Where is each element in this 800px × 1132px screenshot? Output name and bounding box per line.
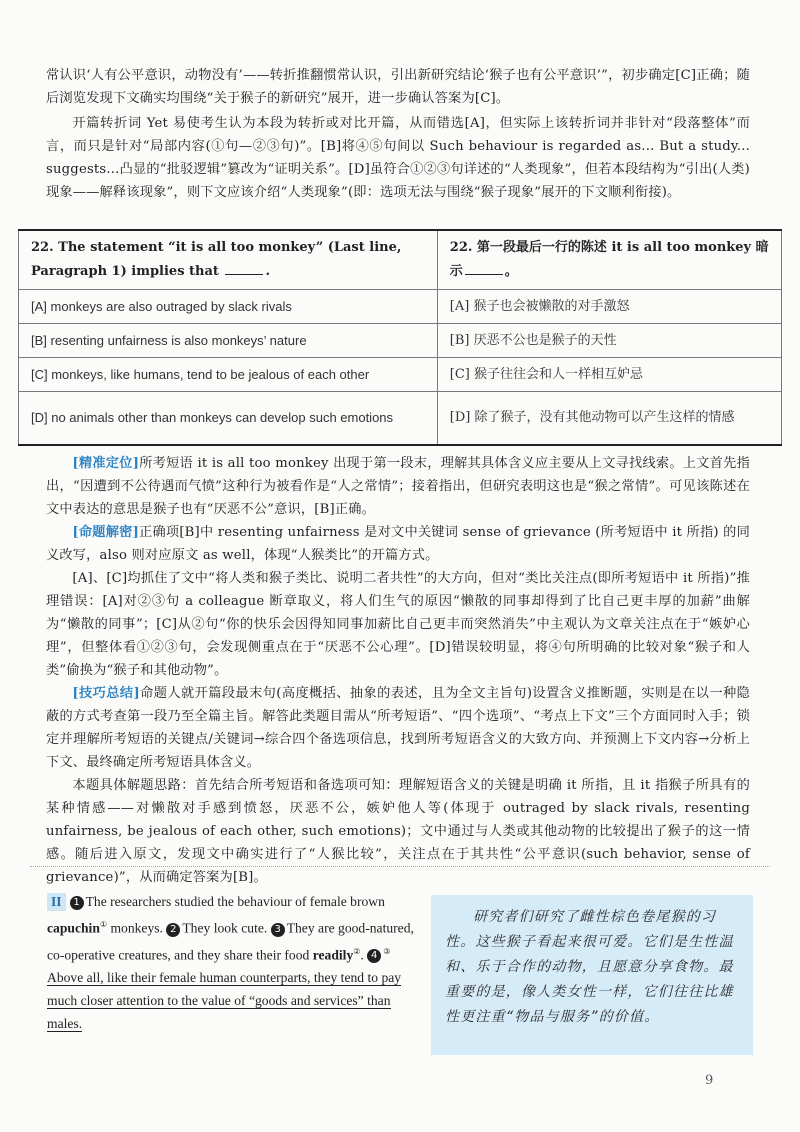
tag-decode: [命题解密]: [72, 525, 140, 540]
answer-blank: [225, 262, 263, 275]
answer-blank-zh: [465, 262, 503, 275]
sentence-number-3: 3: [271, 923, 285, 937]
intro-paragraph-2: 开篇转折词 Yet 易使考生认为本段为转折或对比开篇，从而错选[A]，但实际上该转折词并非针对“段落整体”而言，而只是针对“局部内容(①句—②③句)”。[B]将④⑤句间以 Such behaviour is regarded as... But a study... suggests...凸显的“批驳逻辑”篡改为“证明关系”。[D]虽符合①②③句详述的“人类现象”，但若本段结构为“引出(人类)现象——解释该现象”，则下文应该介绍“人类现象”(即：选项无法与围绕“猴子现象”展开的下文顺利衔接)。: [46, 116, 750, 200]
question-stem-zh: 22. 第一段最后一行的陈述 it is all too monkey 暗示 。: [437, 230, 781, 290]
vocab-readily: readily: [312, 947, 354, 963]
tag-locate: [精准定位]: [72, 456, 140, 471]
page-number: 9: [705, 1073, 714, 1088]
vocab-capuchin: capuchin: [47, 920, 100, 936]
section-divider: [30, 866, 770, 867]
option-row-d: [19, 392, 782, 446]
option-a-zh: [A] 猴子也会被懒散的对手激怒: [437, 290, 781, 324]
underlined-sentence-4: Above all, like their female human counterparts, they tend to pay much closer attention to the value of “goods and services” than males.: [47, 970, 402, 1032]
option-c-en: [C] monkeys, like humans, tend to be jealous of each other: [19, 358, 438, 392]
option-b-zh: [B] 厌恶不公也是猴子的天性: [437, 324, 781, 358]
tag-summary: [技巧总结]: [72, 686, 140, 701]
option-row-a: [19, 290, 782, 324]
option-row-c: [19, 358, 782, 392]
question-stem-row: [19, 230, 782, 290]
option-a-en: [A] monkeys are also outraged by slack rivals: [19, 290, 438, 324]
sentence-number-1: 1: [70, 896, 84, 910]
question-table: [18, 229, 782, 446]
translation-box: 研究者们研究了雌性棕色卷尾猴的习性。这些猴子看起来很可爱。它们是生性温和、乐于合作的动物，且愿意分享食物。最重要的是，像人类女性一样，它们往往比雄性更注重“物品与服务”的价值。: [431, 895, 753, 1055]
section-marker: II: [47, 893, 66, 911]
option-c-zh: [C] 猴子往往会和人一样相互妒忌: [437, 358, 781, 392]
intro-paragraph-1: 常认识‘人有公平意识，动物没有’——转折推翻惯常认识，引出新研究结论‘猴子也有公平意识’”，初步确定[C]正确；随后浏览发现下文确实均围绕“关于猴子的新研究”展开，进一步确认答案为[C]。: [46, 68, 750, 106]
option-row-b: [19, 324, 782, 358]
analysis-distractors: [A]、[C]均抓住了文中“将人类和猴子类比、说明二者共性”的大方向，但对“类比关注点(即所考短语中 it 所指)”推理错误：[A]对②③句 a colleague 断章取义，将人们生气的原因“懒散的同事却得到了比自己更丰厚的加薪”曲解为“懒散的同事”；[C]从②句“你的快乐会因得知同事加薪比自己更丰而突然消失”中主观认为文章关注点在于“嫉妒心理”，但整体看①②③句，会发现侧重点在于“厌恶不公心理”。[D]错误较明显，将④句所明确的比较对象“猴子和人类”偷换为“猴子和其他动物”。: [46, 571, 750, 678]
analysis-summary: [技巧总结]命题人就开篇段最末句(高度概括、抽象的表述，且为全文主旨句)设置含义推断题，实则是在以一种隐蔽的方式考查第一段乃至全篇主旨。解答此类题目需从“所考短语”、“四个选项”、“考点上下文”三个方面同时入手；锁定并理解所考短语的关键点/关键词→综合四个备选项信息，找到所考短语含义的大致方向、并预测上下文内容→分析上下文、最终确定所考短语具体含义。: [46, 686, 750, 770]
option-d-en: [D] no animals other than monkeys can develop such emotions: [19, 392, 438, 446]
sentence-number-4: 4: [367, 949, 381, 963]
passage-english: II 1 The researchers studied the behaviour of female brown capuchin① monkeys. 2 They look cute. 3 They are good-natured, co-operative creatures, and they share their food readily②. 4 ③ Above all, like their female human counterparts, they tend to pay much closer attention to the value of “goods and services” than males.: [47, 894, 414, 1032]
option-b-en: [B] resenting unfairness is also monkeys’ nature: [19, 324, 438, 358]
analysis-section: [46, 452, 750, 889]
option-d-zh: [D] 除了猴子，没有其他动物可以产生这样的情感: [437, 392, 781, 446]
analysis-approach: 本题具体解题思路：首先结合所考短语和备选项可知：理解短语含义的关键是明确 it 所指，且 it 指猴子所具有的某种情感——对懒散对手感到愤怒，厌恶不公，嫉妒他人等(体现于 outraged by slack rivals, resenting unfairness, be jealous of each other, such emotions)；文中通过与人类或其他动物的比较提出了猴子的这一情感。随后进入原文，发现文中确实进行了“人猴比较”，关注点在于其共性“公平意识(such behavior, sense of grievance)”，从而确定答案为[B]。: [46, 778, 750, 885]
sentence-number-2: 2: [166, 923, 180, 937]
question-stem-en: 22. The statement “it is all too monkey” (Last line, Paragraph 1) implies that .: [19, 230, 438, 290]
analysis-locate: [精准定位]所考短语 it is all too monkey 出现于第一段末，理解其具体含义应主要从上文寻找线索。上文首先指出，“因遭到不公待遇而气愤”这种行为被看作是“人之常情”；接着指出，但研究表明这也是“猴之常情”。可见该陈述在文中表达的意思是猴子也有“厌恶不公”意识，[B]正确。: [46, 456, 750, 517]
analysis-decode: [命题解密]正确项[B]中 resenting unfairness 是对文中关键词 sense of grievance (所考短语中 it 所指) 的同义改写，also 则对应原文 as well，体现“人猴类比”的开篇方式。: [46, 525, 750, 563]
